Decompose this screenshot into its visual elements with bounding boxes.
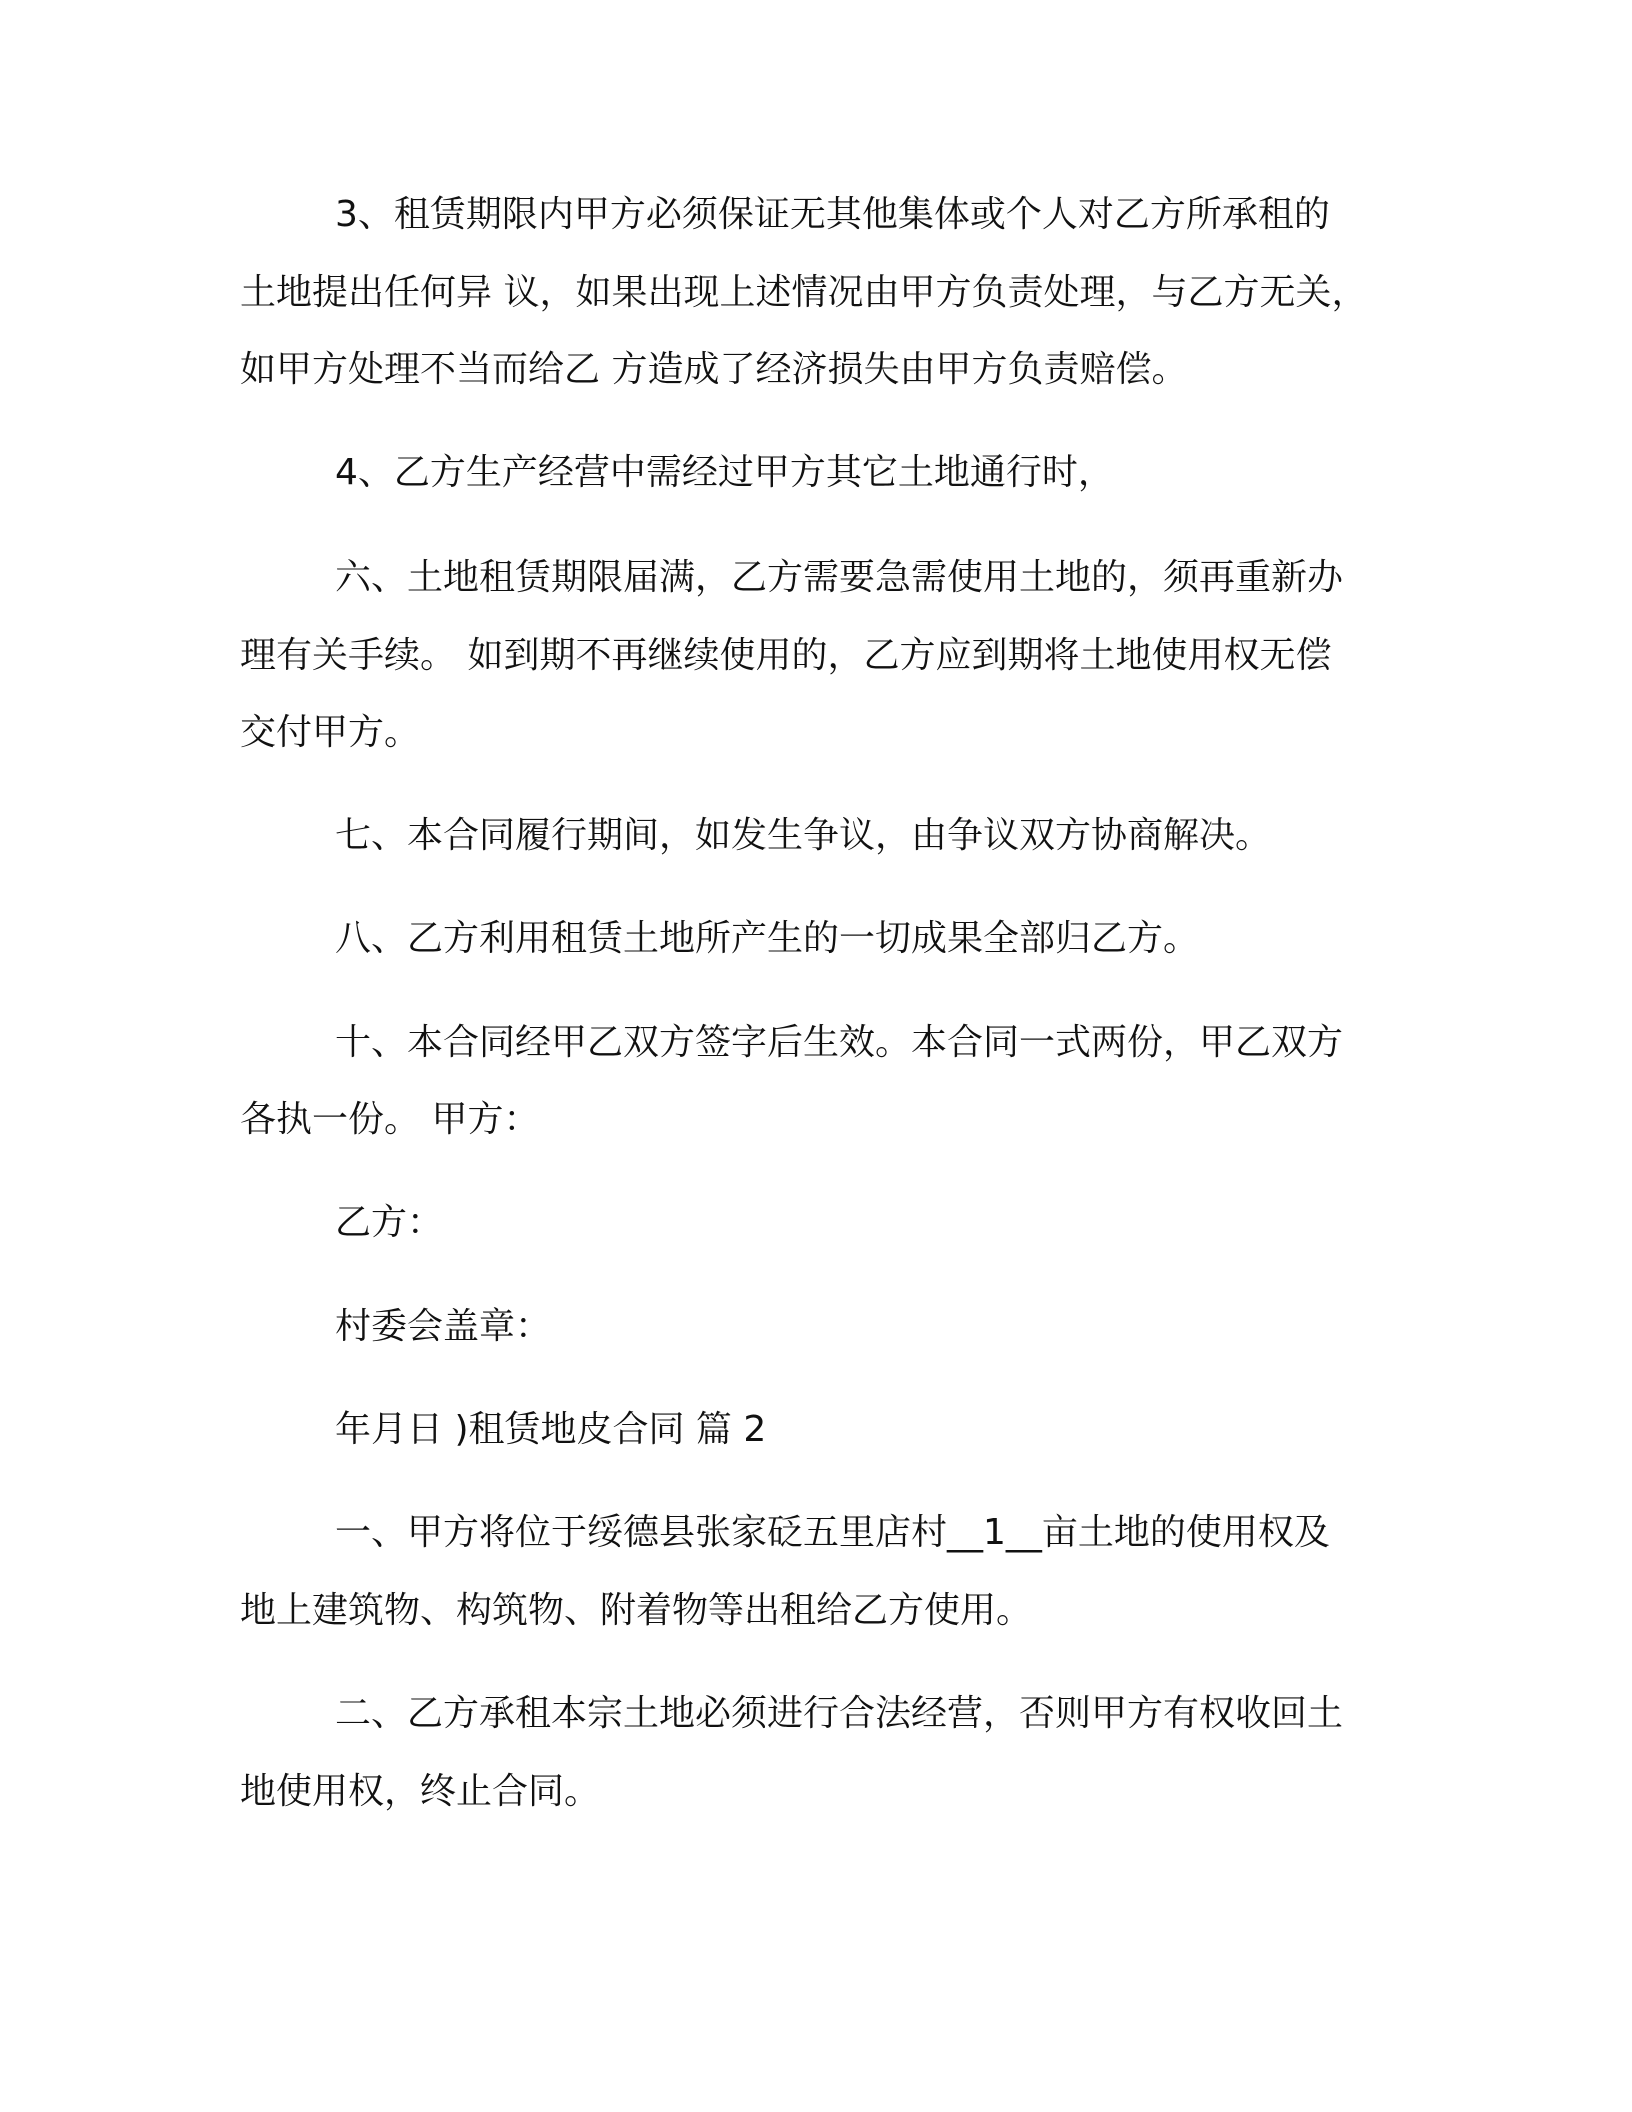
paragraph-line: 七、本合同履行期间，如发生争议，由争议双方协商解决。	[335, 815, 1272, 856]
paragraph-line: 地使用权，终止合同。	[240, 1771, 601, 1812]
paragraph-line: 各执一份。 甲方：	[240, 1099, 540, 1140]
paragraph-line: 4、乙方生产经营中需经过甲方其它土地通行时，	[335, 452, 1114, 493]
paragraph-line: 土地提出任何异 议，如果出现上述情况由甲方负责处理，与乙方无关，	[240, 272, 1368, 313]
paragraph-line: 交付甲方。	[240, 712, 421, 753]
party-b-signature-label: 乙方：	[335, 1202, 444, 1243]
paragraph-line: 八、乙方利用租赁土地所产生的一切成果全部归乙方。	[335, 918, 1200, 959]
paragraph-line: 理有关手续。 如到期不再继续使用的，乙方应到期将土地使用权无偿	[240, 635, 1332, 676]
paragraph-line: 如甲方处理不当而给乙 方造成了经济损失由甲方负责赔偿。	[240, 349, 1188, 390]
paragraph-line: 十、本合同经甲乙双方签字后生效。本合同一式两份，甲乙双方	[335, 1022, 1344, 1063]
paragraph-line: 一、甲方将位于绥德县张家砭五里店村__1__亩土地的使用权及	[335, 1512, 1330, 1553]
paragraph-line: 六、土地租赁期限届满，乙方需要急需使用土地的，须再重新办	[335, 557, 1344, 598]
section-heading: 年月日 )租赁地皮合同 篇 2	[335, 1409, 767, 1450]
paragraph-line: 地上建筑物、构筑物、附着物等出租给乙方使用。	[240, 1590, 1033, 1631]
paragraph-line: 3、租赁期限内甲方必须保证无其他集体或个人对乙方所承租的	[335, 194, 1330, 235]
paragraph-line: 二、乙方承租本宗土地必须进行合法经营，否则甲方有权收回土	[335, 1693, 1344, 1734]
village-seal-label: 村委会盖章：	[335, 1306, 552, 1347]
